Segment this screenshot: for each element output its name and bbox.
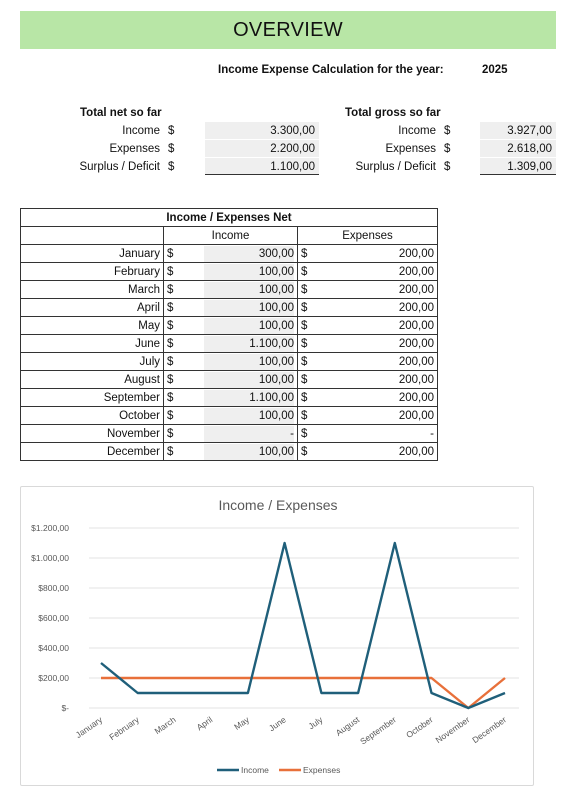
income-cell	[164, 407, 298, 425]
gross-surplus-row	[300, 158, 558, 176]
x-tick-label: January	[73, 714, 105, 740]
currency-symbol: $	[167, 445, 174, 458]
currency-symbol: $	[301, 283, 308, 296]
currency-symbol: $	[167, 247, 174, 260]
gross-summary-heading: Total gross so far	[345, 107, 441, 119]
gross-income-label: Income	[398, 125, 436, 137]
table-row	[21, 353, 438, 371]
expenses-cell	[298, 335, 438, 353]
currency-symbol: $	[301, 265, 308, 278]
table-row	[21, 281, 438, 299]
expenses-cell	[298, 443, 438, 461]
table-row	[21, 425, 438, 443]
table-row	[21, 317, 438, 335]
x-tick-label: May	[232, 714, 252, 732]
expenses-cell	[298, 299, 438, 317]
currency-symbol: $	[301, 391, 308, 404]
y-tick-label: $800,00	[38, 583, 69, 593]
x-tick-label: February	[107, 714, 141, 743]
expenses-value: 200,00	[398, 301, 434, 314]
y-tick-label: $1.200,00	[31, 523, 69, 533]
net-surplus-currency: $	[168, 161, 175, 173]
currency-symbol: $	[167, 409, 174, 422]
y-tick-label: $200,00	[38, 673, 69, 683]
income-value: 1.100,00	[204, 390, 294, 406]
table-row	[21, 443, 438, 461]
gross-surplus-label: Surplus / Deficit	[355, 161, 436, 173]
currency-symbol: $	[167, 427, 174, 440]
x-tick-label: September	[358, 714, 398, 747]
currency-symbol: $	[167, 391, 174, 404]
gross-surplus-currency: $	[444, 161, 451, 173]
net-income-label: Income	[122, 125, 160, 137]
net-summary-heading: Total net so far	[80, 107, 162, 119]
net-income-currency: $	[168, 125, 175, 137]
y-tick-label: $1.000,00	[31, 553, 69, 563]
month-cell: October	[21, 407, 164, 425]
currency-symbol: $	[301, 301, 308, 314]
expenses-value: 200,00	[398, 409, 434, 422]
month-cell: November	[21, 425, 164, 443]
table-row	[21, 263, 438, 281]
expenses-cell	[298, 245, 438, 263]
month-cell: February	[21, 263, 164, 281]
month-cell: January	[21, 245, 164, 263]
expenses-cell	[298, 263, 438, 281]
currency-symbol: $	[167, 301, 174, 314]
expenses-cell	[298, 353, 438, 371]
expenses-cell	[298, 389, 438, 407]
income-value: 100,00	[204, 282, 294, 298]
gross-surplus-value: 1.309,00	[480, 158, 556, 175]
currency-symbol: $	[301, 409, 308, 422]
month-cell: December	[21, 443, 164, 461]
income-cell	[164, 389, 298, 407]
currency-symbol: $	[301, 355, 308, 368]
currency-symbol: $	[301, 247, 308, 260]
month-cell: May	[21, 317, 164, 335]
net-table	[20, 208, 438, 461]
legend-label-income: Income	[241, 765, 269, 775]
income-value: 100,00	[204, 444, 294, 460]
x-tick-label: August	[333, 714, 362, 738]
table-row	[21, 389, 438, 407]
overview-banner	[20, 11, 556, 49]
table-row	[21, 371, 438, 389]
expenses-cell	[298, 407, 438, 425]
month-cell: June	[21, 335, 164, 353]
expenses-value: 200,00	[398, 247, 434, 260]
month-cell: August	[21, 371, 164, 389]
expenses-cell	[298, 281, 438, 299]
x-tick-label: June	[266, 714, 288, 734]
gross-summary	[300, 104, 558, 176]
income-value: -	[204, 426, 294, 442]
income-value: 300,00	[204, 246, 294, 262]
page-title: OVERVIEW	[233, 18, 343, 41]
currency-symbol: $	[301, 427, 308, 440]
net-surplus-row	[20, 158, 315, 176]
expenses-value: -	[430, 427, 434, 440]
income-value: 100,00	[204, 264, 294, 280]
currency-symbol: $	[167, 319, 174, 332]
expenses-value: 200,00	[398, 283, 434, 296]
income-cell	[164, 263, 298, 281]
x-tick-label: April	[194, 714, 215, 733]
gross-income-value: 3.927,00	[480, 122, 556, 139]
expenses-value: 200,00	[398, 265, 434, 278]
income-value: 100,00	[204, 318, 294, 334]
month-cell: September	[21, 389, 164, 407]
expenses-value: 200,00	[398, 373, 434, 386]
expenses-cell	[298, 371, 438, 389]
income-cell	[164, 353, 298, 371]
income-expenses-chart	[20, 486, 534, 786]
net-expenses-label: Expenses	[109, 143, 160, 155]
currency-symbol: $	[301, 337, 308, 350]
currency-symbol: $	[167, 373, 174, 386]
gross-income-row	[300, 122, 558, 140]
net-expenses-row	[20, 140, 315, 158]
calculation-year: 2025	[482, 64, 508, 76]
income-cell	[164, 281, 298, 299]
net-table-expenses-header: Expenses	[298, 227, 438, 245]
x-tick-label: July	[306, 714, 325, 732]
net-summary	[20, 104, 315, 176]
expenses-value: 200,00	[398, 445, 434, 458]
net-surplus-label: Surplus / Deficit	[79, 161, 160, 173]
currency-symbol: $	[301, 319, 308, 332]
expenses-value: 200,00	[398, 319, 434, 332]
chart-title: Income / Expenses	[218, 497, 338, 513]
income-value: 100,00	[204, 300, 294, 316]
expenses-cell	[298, 425, 438, 443]
net-surplus-value: 1.100,00	[205, 158, 319, 175]
expenses-value: 200,00	[398, 337, 434, 350]
income-cell	[164, 299, 298, 317]
net-expenses-value: 2.200,00	[205, 140, 319, 157]
month-cell: March	[21, 281, 164, 299]
x-tick-label: December	[470, 714, 509, 746]
currency-symbol: $	[167, 265, 174, 278]
net-income-value: 3.300,00	[205, 122, 319, 139]
y-tick-label: $-	[61, 703, 69, 713]
table-row	[21, 407, 438, 425]
month-cell: April	[21, 299, 164, 317]
income-value: 100,00	[204, 372, 294, 388]
income-cell	[164, 335, 298, 353]
gross-expenses-row	[300, 140, 558, 158]
x-tick-label: March	[152, 714, 178, 737]
net-table-income-header: Income	[164, 227, 298, 245]
income-value: 100,00	[204, 408, 294, 424]
gross-expenses-label: Expenses	[385, 143, 436, 155]
net-income-row	[20, 122, 315, 140]
y-tick-label: $600,00	[38, 613, 69, 623]
currency-symbol: $	[301, 445, 308, 458]
table-row	[21, 245, 438, 263]
month-cell: July	[21, 353, 164, 371]
net-expenses-currency: $	[168, 143, 175, 155]
currency-symbol: $	[167, 337, 174, 350]
income-cell	[164, 425, 298, 443]
income-cell	[164, 245, 298, 263]
gross-expenses-currency: $	[444, 143, 451, 155]
net-table-corner	[21, 227, 164, 245]
currency-symbol: $	[167, 355, 174, 368]
table-row	[21, 299, 438, 317]
series-line-income	[101, 543, 505, 708]
x-tick-label: November	[433, 714, 472, 746]
income-value: 100,00	[204, 354, 294, 370]
chart-canvas	[21, 487, 535, 787]
income-value: 1.100,00	[204, 336, 294, 352]
gross-expenses-value: 2.618,00	[480, 140, 556, 157]
calculation-label: Income Expense Calculation for the year:	[218, 64, 444, 76]
currency-symbol: $	[301, 373, 308, 386]
expenses-cell	[298, 317, 438, 335]
table-row	[21, 335, 438, 353]
income-cell	[164, 443, 298, 461]
currency-symbol: $	[167, 283, 174, 296]
expenses-value: 200,00	[398, 391, 434, 404]
gross-income-currency: $	[444, 125, 451, 137]
income-cell	[164, 317, 298, 335]
net-table-title: Income / Expenses Net	[21, 209, 438, 227]
legend-label-expenses: Expenses	[303, 765, 341, 775]
income-cell	[164, 371, 298, 389]
y-tick-label: $400,00	[38, 643, 69, 653]
expenses-value: 200,00	[398, 355, 434, 368]
x-tick-label: October	[404, 714, 435, 740]
